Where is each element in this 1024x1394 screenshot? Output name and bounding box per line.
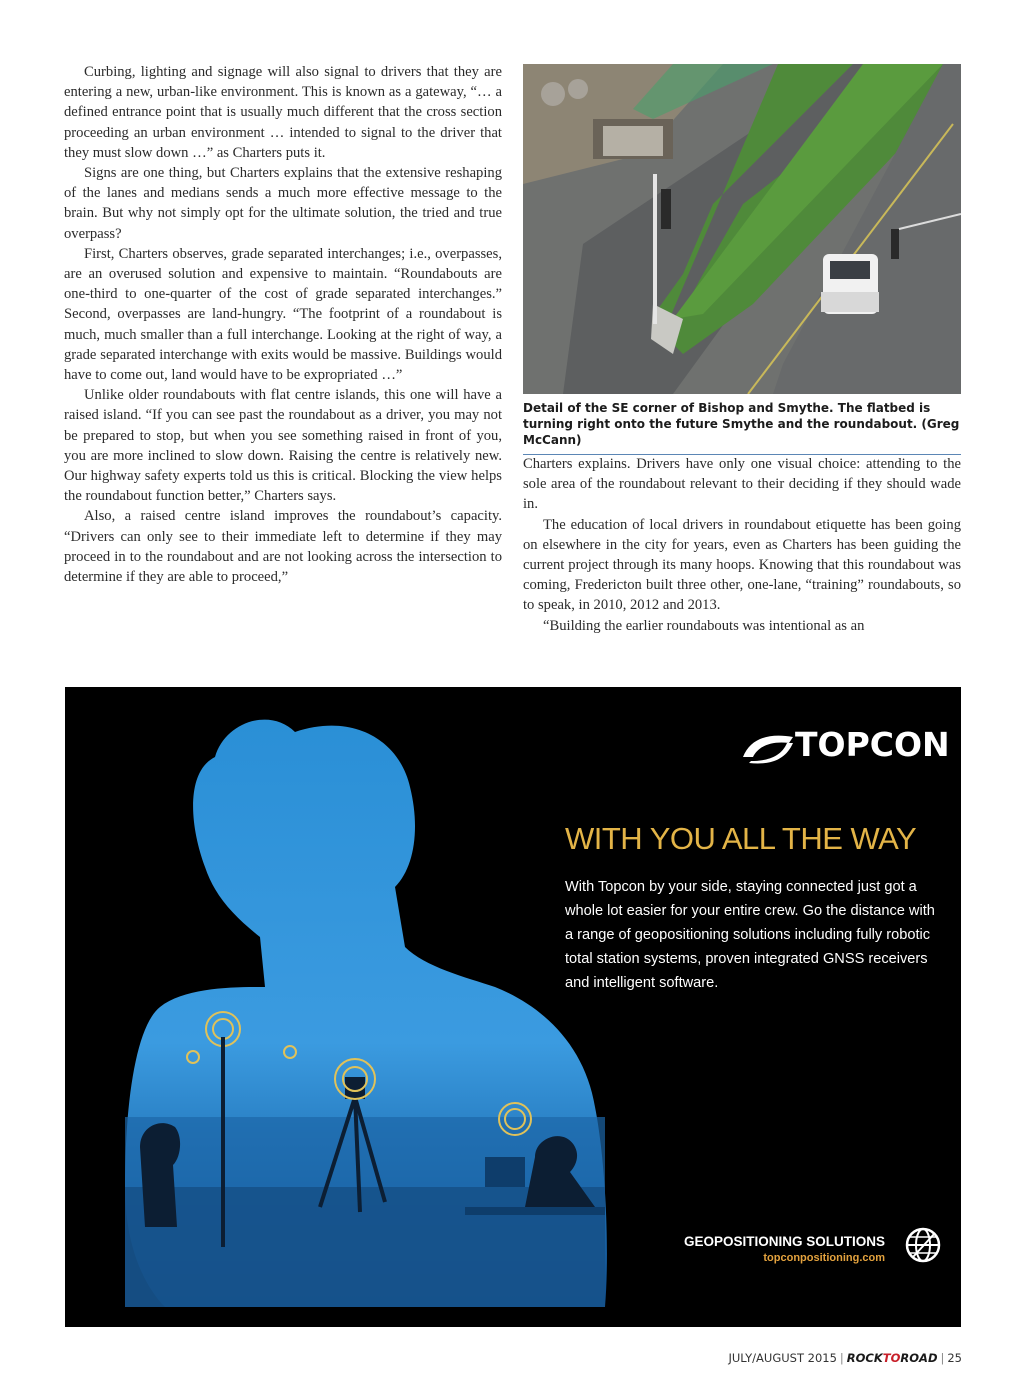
paragraph: The education of local drivers in roundabout etiquette has been going on elsewhere in the city for years, even as Charters has been guiding the current project through its many hoops. Knowing that this roundabout was coming, Fredericton built three other, one-lane, “training” roundabouts, so to speak, in 2010, 2012 and 2013. [523, 516, 961, 614]
surveyor-silhouette-illustration [65, 687, 961, 1327]
ad-body-text: With Topcon by your side, staying connected just got a whole lot easier for your entire crew. Go the distance with a range of geopositioning solutions including fully robotic total station systems, proven integrated GNSS receivers and intelligent software. [565, 879, 935, 991]
magazine-brand-part: ROCK [846, 1351, 883, 1365]
ad-tagline: GEOPOSITIONING SOLUTIONS [683, 1234, 885, 1249]
paragraph: Also, a raised centre island improves the roundabout’s capacity. “Drivers can only see to their immediate left to determine if they may proceed in to the roundabout and are not looking across the intersection to determine if they are able to proceed,” [64, 508, 502, 586]
paragraph: Signs are one thing, but Charters explains that the extensive reshaping of the lanes and medians sends a much more effective message to the brain. But why not simply opt for the ultimate solution, the tried and true overpass? [64, 165, 502, 242]
road-photo [523, 64, 961, 394]
road-photo-illustration [523, 64, 961, 394]
photo-caption: Detail of the SE corner of Bishop and Smythe. The flatbed is turning right onto the future Smythe and the roundabout. (Greg McCann) [523, 400, 961, 455]
issue-date: JULY/AUGUST 2015 [728, 1351, 837, 1365]
paragraph: Unlike older roundabouts with flat centre islands, this one will have a raised island. “If you can see past the roundabout as a driver, you may not be prepared to stop, but when you see something raised in front of you, you are more inclined to slow down. Raising the centre is relatively new. Our highway safety experts told us this is critical. Blocking the view helps the roundabout function better,” Charters says. [64, 387, 502, 505]
paragraph: “Building the earlier roundabouts was intentional as an [543, 617, 865, 634]
ad-website-link[interactable]: topconpositioning.com [763, 1252, 885, 1264]
page-footer: JULY/AUGUST 2015 | ROCKTOROAD | 25 [728, 1351, 962, 1365]
magazine-brand-part: ROAD [900, 1351, 938, 1365]
topcon-logo-text: TOPCON [795, 725, 950, 764]
topcon-advertisement [65, 687, 961, 1327]
ad-headline: WITH YOU ALL THE WAY [565, 821, 917, 856]
article-left-column [64, 62, 502, 587]
paragraph: Charters explains. Drivers have only one visual choice: attending to the sole area of the roundabout relevant to their deciding if they should wade in. [523, 456, 961, 513]
paragraph: Curbing, lighting and signage will also signal to drivers that they are entering a new, urban-like environment. This is known as a gateway, “… a defined entrance point that is usually much different that the cross section proceeding an urban environment … intended to signal to the driver that they must slow down …” as Charters puts it. [64, 64, 502, 161]
paragraph: First, Charters observes, grade separated interchanges; i.e., overpasses, are an overused solution and expensive to maintain. “Roundabouts are one-third to one-quarter of the cost of grade separated interchanges.” Second, overpasses are land-hungry. “The footprint of a roundabout is much, much smaller than a full interchange. Looking at the right of way, a grade separated interchange with exits would be massive. Buildings would have to come out, land would have to be expropriated …” [64, 245, 502, 384]
globe-icon [905, 1227, 941, 1263]
page-number: 25 [947, 1351, 962, 1365]
magazine-brand-part: TO [882, 1351, 901, 1365]
article-right-column [523, 454, 961, 636]
